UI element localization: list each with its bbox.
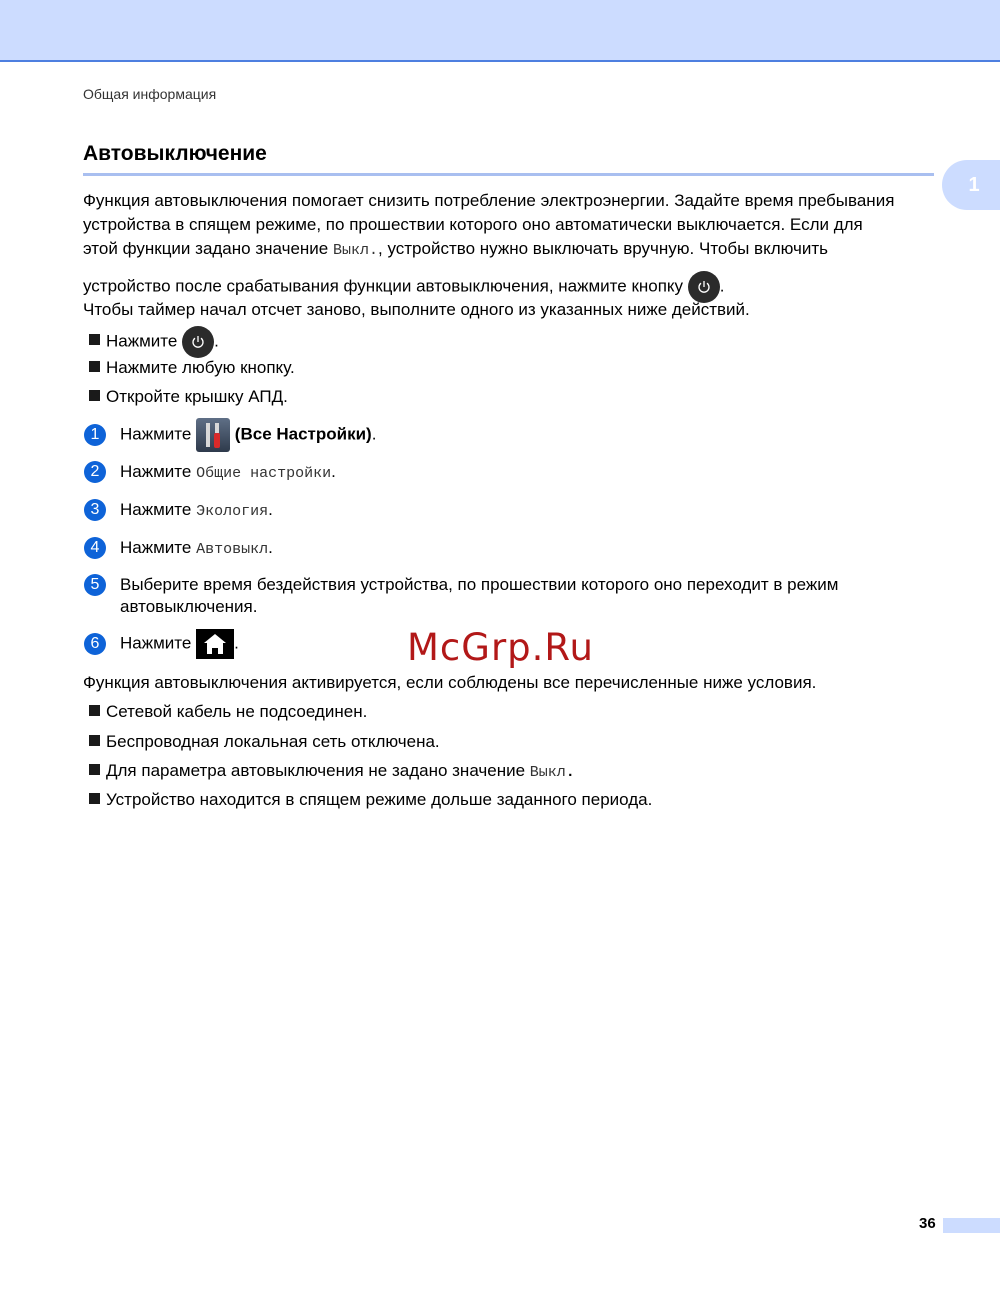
intro-paragraph: [83, 189, 943, 303]
condition-bullet: Для параметра автовыключения не задано значение Выкл.: [89, 759, 575, 785]
bullet-square: [89, 793, 100, 804]
condition-bullet: Сетевой кабель не подсоединен.: [89, 700, 367, 724]
conditions-intro: Функция автовыключения активируется, если соблюдены все перечисленные ниже условия.: [83, 673, 817, 692]
chapter-tab: 1: [942, 160, 1000, 210]
bullet-square: [89, 390, 100, 401]
intro-line: устройства в спящем режиме, по прошествии которого оно автоматически выключается. Если для: [83, 215, 863, 234]
bullet-square: [89, 705, 100, 716]
intro-line: этой функции задано значение Выкл., устройство нужно выключать вручную. Чтобы включить: [83, 239, 828, 259]
step-number: 3: [84, 499, 106, 521]
header-band: [0, 0, 1000, 62]
bullet-square: [89, 361, 100, 372]
step-number: 5: [84, 574, 106, 596]
step-number: 6: [84, 633, 106, 655]
tools-icon: [196, 418, 230, 452]
bullet-square: [89, 735, 100, 746]
home-icon: [196, 629, 234, 659]
step-2: 2 Нажмите Общие настройки.: [84, 461, 920, 485]
condition-bullet: Беспроводная локальная сеть отключена.: [89, 730, 440, 754]
power-icon: [182, 326, 214, 358]
timer-bullet: Откройте крышку АПД.: [89, 385, 288, 409]
timer-intro: Чтобы таймер начал отсчет заново, выполните одного из указанных ниже действий.: [83, 300, 750, 319]
step-number: 1: [84, 424, 106, 446]
title-rule: [83, 173, 934, 176]
section-title: Автовыключение: [83, 142, 267, 165]
step-number: 2: [84, 461, 106, 483]
step-4: 4 Нажмите Автовыкл.: [84, 537, 920, 561]
timer-bullet: Нажмите любую кнопку.: [89, 356, 295, 380]
page-number: 36: [919, 1215, 936, 1232]
step-1: 1 Нажмите (Все Настройки).: [84, 424, 920, 452]
intro-line: устройство после срабатывания функции автовыключения, нажмите кнопку .: [83, 271, 943, 303]
running-head: Общая информация: [83, 86, 217, 102]
bullet-square: [89, 764, 100, 775]
timer-bullet: Нажмите .: [89, 326, 219, 358]
bullet-square: [89, 334, 100, 345]
footer-bar: [943, 1218, 1000, 1233]
intro-line: Функция автовыключения помогает снизить потребление электроэнергии. Задайте время пребывания: [83, 191, 895, 210]
condition-bullet: Устройство находится в спящем режиме дольше заданного периода.: [89, 788, 652, 812]
watermark: McGrp.Ru: [407, 626, 594, 669]
step-6: 6 Нажмите .: [84, 633, 920, 659]
step-3: 3 Нажмите Экология.: [84, 499, 920, 523]
step-5: 5 Выберите время бездействия устройства, по прошествии которого оно переходит в режим автовыключения.: [84, 574, 920, 618]
step-number: 4: [84, 537, 106, 559]
